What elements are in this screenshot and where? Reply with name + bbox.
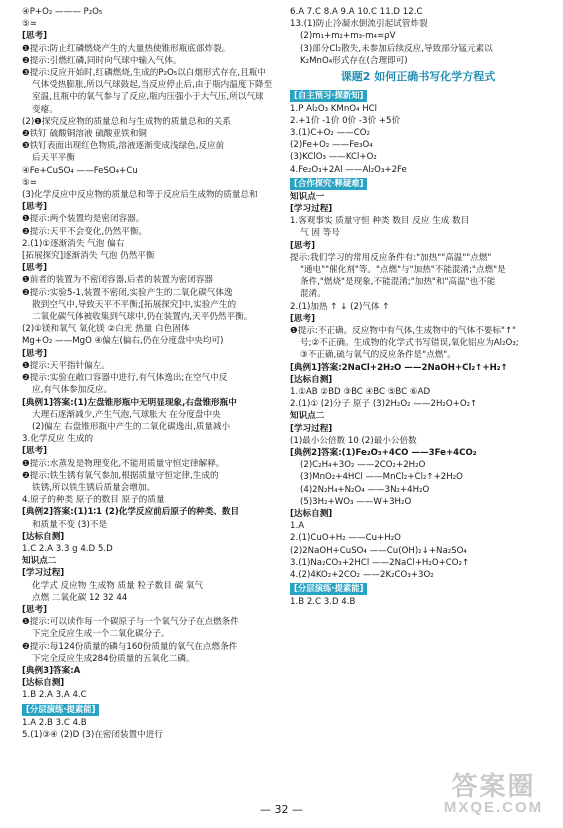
lesson-title: 课题2 如何正确书写化学方程式 bbox=[340, 70, 496, 84]
section-label: [达标自测] bbox=[22, 531, 65, 542]
text-line: ④Fe+CuSO₄ ——FeSO₄+Cu bbox=[22, 165, 138, 176]
text-line: Mg+O₂ ——MgO ④偏左(偏右,仍在分度盘中央均可) bbox=[22, 336, 224, 347]
text-line: 3.(1)C+O₂ ——CO₂ bbox=[290, 127, 370, 138]
text-line: K₂MnO₄形式存在(合理即可) bbox=[300, 55, 408, 66]
text-line: 变瘪。 bbox=[32, 104, 58, 115]
text-line: 条件,"燃烧"是现象,不能混淆;"加热"和"高温"也不能 bbox=[300, 277, 496, 288]
text-line: 应,有气体参加反应。 bbox=[32, 385, 113, 396]
text-line: (2)偏左 右盘锥形瓶中产生的二氧化碳逸出,质量减小 bbox=[32, 421, 231, 432]
text-line: [拓展探究]逐渐消失 气泡 仍然平衡 bbox=[22, 251, 155, 262]
text-line: ④P+O₂ ——— P₂O₅ bbox=[22, 7, 103, 17]
text-line: ❸铁钉表面出现红色物质,溶液逐渐变成浅绿色,反应前 bbox=[22, 141, 225, 152]
section-banner: [分层演练·提素能] bbox=[290, 583, 367, 595]
text-line: (3)MnO₂+4HCl ——MnCl₂+Cl₂↑+2H₂O bbox=[300, 472, 463, 483]
section-label: [思考] bbox=[22, 604, 48, 615]
text-line: (3)化学反应中反应物的质量总和等于反应后生成物的质量总和 bbox=[22, 190, 258, 201]
section-label: [达标自测] bbox=[290, 374, 333, 385]
section-label: [达标自测] bbox=[22, 678, 65, 689]
text-line: 和质量不变 (3)不是 bbox=[32, 519, 108, 530]
text-line: ❷提示:实验在敞口容器中进行,有气体逸出;在空气中反 bbox=[22, 373, 228, 384]
text-line: 2.(1)① (2)分子 原子 (3)2H₂O₂ ——2H₂O+O₂↑ bbox=[290, 399, 478, 410]
text-line: 4.(2)4KO₂+2CO₂ ——2K₂CO₃+3O₂ bbox=[290, 569, 434, 580]
text-line: 1.客观事实 质量守恒 种类 数目 反应 生成 数目 bbox=[290, 216, 470, 227]
text-line: 提示:我们学习的常用反应条件有:"加热""高温""点燃" bbox=[290, 252, 492, 263]
text-line: (2)C₂H₄+3O₂ ——2CO₂+2H₂O bbox=[300, 460, 426, 471]
text-line: 二氧化碳气体被收集到气球中,仍在装置内,天平仍然平衡。 bbox=[32, 312, 253, 323]
section-label: [学习过程] bbox=[22, 568, 65, 579]
text-line: 6.A 7.C 8.A 9.A 10.C 11.D 12.C bbox=[290, 7, 423, 17]
right-column bbox=[290, 6, 546, 608]
text-line: (2)①镁和氧气 氧化镁 ②白光 热量 白色固体 bbox=[22, 324, 190, 335]
text-line: 混淆。 bbox=[300, 289, 326, 300]
text-line: 气 固 等号 bbox=[300, 228, 340, 239]
text-line: 室温,且瓶中的氧气参与了反应,瓶内压强小于大气压,所以气球 bbox=[32, 92, 264, 103]
text-line: 2.(1)①逐渐消失 气泡 偏右 bbox=[22, 238, 125, 249]
text-line: (5)3H₂+WO₃ ——W+3H₂O bbox=[300, 496, 412, 507]
text-line: 大理石逐渐减少,产生气泡,气球胀大 在分度盘中央 bbox=[32, 409, 221, 420]
section-label: [学习过程] bbox=[290, 203, 333, 214]
text-line: 2.+1价 -1价 0价 -3价 +5价 bbox=[290, 115, 401, 126]
section-label: [思考] bbox=[22, 31, 48, 42]
section-banner: [合作探究·释疑难] bbox=[290, 178, 367, 190]
watermark-text: 答案圈 bbox=[451, 771, 536, 801]
text-line: 气体受热膨胀,所以气球鼓起,当反应停止后,由于瓶内温度下降至 bbox=[32, 80, 273, 91]
text-line: ❶前者的装置为不密闭容器,后者的装置为密闭容器 bbox=[22, 275, 213, 286]
text-line: (2)Fe+O₂ ——Fe₃O₄ bbox=[290, 140, 373, 151]
text-line: 1.①AB ②BD ③BC ④BC ⑤BC ⑥AD bbox=[290, 386, 431, 397]
text-line: [典例2]答案:(1)Fe₂O₃+4CO ——3Fe+4CO₂ bbox=[290, 447, 477, 458]
text-line: (3)KClO₃ ——KCl+O₂ bbox=[290, 152, 377, 163]
section-label: [思考] bbox=[22, 263, 48, 274]
text-line: 下完全反应生成284份质量的五氧化二磷。 bbox=[32, 653, 195, 664]
text-line: 1.A bbox=[290, 521, 305, 532]
text-line: 2.(1)CuO+H₂ ——Cu+H₂O bbox=[290, 533, 401, 544]
text-line: ❶提示:可以读作每一个碳原子与一个氧气分子在点燃条件 bbox=[22, 617, 239, 628]
text-line: ⑤= bbox=[22, 19, 37, 30]
text-line: 下完全反应生成一个二氧化碳分子。 bbox=[32, 629, 170, 640]
section-label: [达标自测] bbox=[290, 508, 333, 519]
text-line: [典例3]答案:A bbox=[22, 665, 81, 676]
text-line: 后天平平衡 bbox=[32, 153, 75, 164]
text-line: 化学式 反应物 生成物 质量 粒子数目 碳 氧气 bbox=[32, 580, 204, 591]
section-heading: 知识点二 bbox=[290, 411, 325, 422]
section-label: [学习过程] bbox=[290, 423, 333, 434]
text-line: (1)最小公倍数 10 (2)最小公倍数 bbox=[290, 435, 417, 446]
section-label: [思考] bbox=[22, 202, 48, 213]
text-line: 5.(1)③④ (2)D (3)在密闭装置中进行 bbox=[22, 729, 163, 740]
watermark-url: MXQE.COM bbox=[443, 799, 544, 816]
text-line: 号;②不正确。生成物的化学式书写错误,氧化铝应为Al₂O₃; bbox=[300, 338, 519, 349]
section-label: [思考] bbox=[290, 313, 316, 324]
text-line: ❶提示:水蒸发是物理变化,不能用质量守恒定律解释。 bbox=[22, 458, 225, 469]
section-heading: 知识点二 bbox=[22, 556, 57, 567]
text-line: 1.B 2.A 3.A 4.C bbox=[22, 690, 87, 701]
text-line: (2)❶探究反应物的质量总和与生成物的质量总和的关系 bbox=[22, 116, 231, 127]
text-line: 2.(1)加热 ↑ ↓ (2)气体 ↑ bbox=[290, 301, 390, 312]
text-line: ❶提示:不正确。反应物中有气体,生成物中的气体不要标"↑" bbox=[290, 325, 517, 336]
text-line: [典例1]答案:(1)左盘锥形瓶中无明显现象,右盘锥形瓶中 bbox=[22, 397, 237, 408]
text-line: 1.P Al₂O₃ KMnO₄ HCl bbox=[290, 103, 378, 114]
section-banner: [自主预习·探新知] bbox=[290, 90, 367, 102]
text-line: 3.(1)Na₂CO₃+2HCl ——2NaCl+H₂O+CO₂↑ bbox=[290, 557, 470, 568]
text-line: 1.A 2.B 3.C 4.B bbox=[22, 717, 87, 728]
text-line: ❶提示:天平指针偏左。 bbox=[22, 360, 110, 371]
text-line: ⑤= bbox=[22, 177, 37, 188]
text-line: (4)2N₂H₄+N₂O₄ ——3N₂+4H₂O bbox=[300, 484, 430, 495]
section-heading: 知识点一 bbox=[290, 191, 325, 202]
text-line: 点燃 二氧化碳 12 32 44 bbox=[32, 592, 128, 603]
text-line: 13.(1)防止冷凝水倒流引起试管炸裂 bbox=[290, 19, 428, 30]
watermark-logo bbox=[436, 772, 551, 822]
section-label: [思考] bbox=[22, 348, 48, 359]
page-number: — 32 — bbox=[260, 803, 303, 816]
text-line: [典例1]答案:2NaCl+2H₂O ——2NaOH+Cl₂↑+H₂↑ bbox=[290, 362, 508, 373]
text-line: ❷铁钉 硫酸铜溶液 硫酸亚铁和铜 bbox=[22, 129, 147, 140]
text-line: ❷提示:引燃红磷,同时向气球中输入气体。 bbox=[22, 55, 182, 66]
text-line: ❸提示:反应开始时,红磷燃烧,生成的P₂O₅以白烟形式存在,且瓶中 bbox=[22, 68, 266, 79]
text-line: 铁锈,所以铁生锈后质量会增加。 bbox=[32, 482, 156, 493]
left-column bbox=[22, 6, 284, 741]
text-line: ❶提示:防止红磷燃烧产生的大量热使锥形瓶底部炸裂。 bbox=[22, 43, 231, 54]
section-banner: [分层演练·提素能] bbox=[22, 704, 99, 716]
text-line: 3.化学反应 生成的 bbox=[22, 434, 94, 445]
text-line: [典例2]答案:(1)1∶1 (2)化学反应前后原子的种类、数目 bbox=[22, 507, 240, 518]
text-line: (2)2NaOH+CuSO₄ ——Cu(OH)₂↓+Na₂SO₄ bbox=[290, 545, 467, 556]
text-line: 4.原子的种类 原子的数目 原子的质量 bbox=[22, 495, 165, 506]
text-line: 散到空气中,导致天平不平衡;[拓展探究]中,实验产生的 bbox=[32, 299, 237, 310]
text-line: (3)部分Cl₂散失,未参加后续反应,导致部分锰元素以 bbox=[300, 43, 493, 54]
text-line: "通电""催化剂"等。"点燃"与"加热"不能混淆;"点燃"是 bbox=[300, 264, 506, 275]
text-line: 1.B 2.C 3.D 4.B bbox=[290, 597, 356, 608]
text-line: 1.C 2.A 3.3 g 4.D 5.D bbox=[22, 543, 113, 554]
text-line: ❶提示:两个装置均是密闭容器。 bbox=[22, 214, 145, 225]
section-label: [思考] bbox=[290, 240, 316, 251]
text-line: ❷提示:实验5-1,装置不密闭,实验产生的二氧化碳气体逸 bbox=[22, 287, 233, 298]
text-line: ③不正确,硫与氧气的反应条件是"点燃"。 bbox=[300, 350, 456, 361]
text-line: ❷提示:每124份质量的磷与160份质量的氧气在点燃条件 bbox=[22, 641, 238, 652]
text-line: ❷提示:铁生锈有氧气参加,根据质量守恒定律,生成的 bbox=[22, 470, 219, 481]
text-line: ❷提示:天平不会变化,仍然平衡。 bbox=[22, 226, 148, 237]
section-label: [思考] bbox=[22, 446, 48, 457]
text-line: 4.Fe₂O₃+2Al ——Al₂O₃+2Fe bbox=[290, 164, 407, 175]
text-line: (2)m₁+m₂+m₃-m₄=ρV bbox=[300, 31, 396, 42]
